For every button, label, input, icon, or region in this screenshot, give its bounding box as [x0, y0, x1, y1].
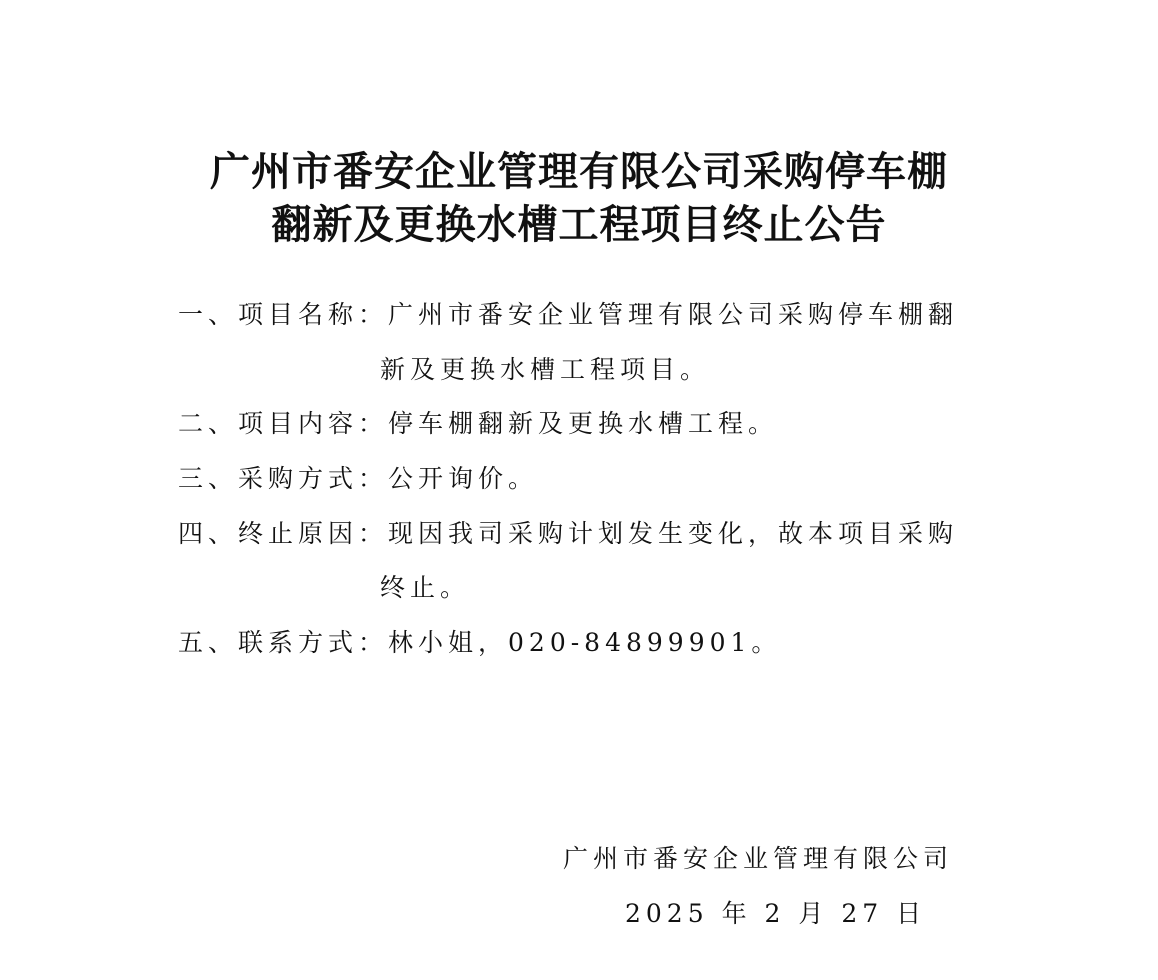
signature-company: 广州市番安企业管理有限公司: [563, 844, 954, 873]
item-termination-reason: [178, 517, 958, 551]
notice-title-line-1: 广州市番安企业管理有限公司采购停车棚: [210, 148, 948, 195]
item-procurement-method: [178, 462, 538, 496]
item-label: 四、终止原因：: [178, 519, 389, 548]
item-project-name-continuation: 新及更换水槽工程项目。: [380, 355, 711, 384]
item-text: 现因我司采购计划发生变化，故本项目采购: [388, 519, 959, 548]
item-text: 停车棚翻新及更换水槽工程。: [388, 409, 779, 438]
item-label: 二、项目内容：: [178, 409, 389, 438]
item-label: 五、联系方式：: [178, 628, 389, 657]
item-termination-reason-continuation: 终止。: [380, 573, 471, 602]
signature-date: 2025 年 2 月 27 日: [625, 899, 927, 928]
notice-title-line-2: 翻新及更换水槽工程项目终止公告: [271, 201, 887, 248]
item-text: 林小姐，020-84899901。: [388, 628, 782, 657]
item-project-content: [178, 407, 778, 441]
item-label: 一、项目名称：: [178, 300, 389, 329]
item-label: 三、采购方式：: [178, 464, 389, 493]
item-contact: [178, 626, 781, 660]
item-project-name: [178, 298, 958, 332]
item-text: 公开询价。: [388, 464, 539, 493]
item-text: 广州市番安企业管理有限公司采购停车棚翻: [388, 300, 959, 329]
